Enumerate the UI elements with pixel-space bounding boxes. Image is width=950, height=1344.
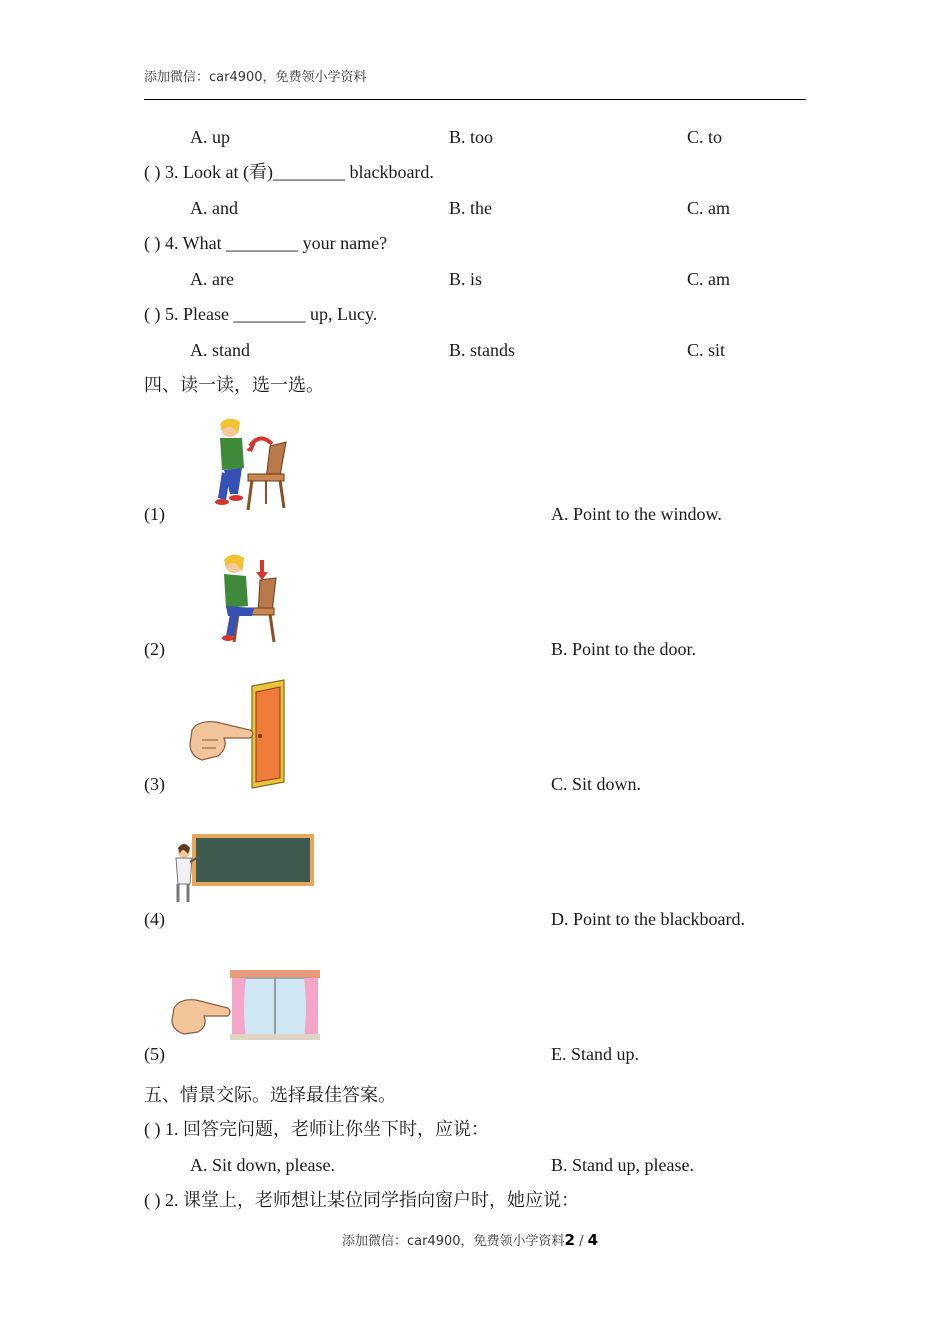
question-5: ( ) 5. Please ________ up, Lucy. (144, 304, 378, 324)
page-total: 4 (587, 1231, 599, 1249)
page-separator: / (574, 1234, 588, 1249)
option-a: A. Sit down, please. (190, 1155, 335, 1175)
scenario-question-2: ( ) 2. 课堂上，老师想让某位同学指向窗户时，她应说： (144, 1190, 579, 1210)
item-2-number: (2) (144, 639, 165, 659)
option-c: C. sit (687, 340, 726, 360)
girl-sitting-down-icon (214, 550, 282, 646)
option-b: B. the (449, 198, 492, 218)
section-4-title: 四、读一读，选一选。 (144, 375, 324, 395)
option-c: C. to (687, 127, 723, 147)
option-c-text: C. Sit down. (551, 774, 642, 794)
option-a: A. are (190, 269, 234, 289)
page-number: 2 (564, 1231, 575, 1249)
section-5-title: 五、情景交际。选择最佳答案。 (144, 1085, 396, 1105)
teacher-blackboard-icon (168, 832, 316, 904)
option-b: B. Stand up, please. (551, 1155, 694, 1175)
option-c: C. am (687, 198, 730, 218)
option-b: B. stands (449, 340, 516, 360)
footer-text: 添加微信：car4900，免费领小学资料 (342, 1234, 565, 1249)
question-4: ( ) 4. What ________ your name? (144, 233, 388, 253)
option-a: A. up (190, 127, 230, 147)
option-c: C. am (687, 269, 730, 289)
option-b: B. too (449, 127, 494, 147)
item-1-number: (1) (144, 504, 165, 524)
header-divider (144, 99, 806, 100)
option-b: B. is (449, 269, 483, 289)
item-5-number: (5) (144, 1044, 165, 1064)
option-a-text: A. Point to the window. (551, 504, 722, 524)
page-header: 添加微信：car4900，免费领小学资料 (144, 70, 367, 85)
option-e-text: E. Stand up. (551, 1044, 639, 1064)
option-a: A. and (190, 198, 238, 218)
hand-pointing-door-icon (188, 678, 290, 790)
option-a: A. stand (190, 340, 250, 360)
page-footer (342, 1230, 598, 1249)
option-b-text: B. Point to the door. (551, 639, 697, 659)
item-3-number: (3) (144, 774, 165, 794)
girl-standing-up-icon (208, 414, 292, 512)
question-3: ( ) 3. Look at (看)________ blackboard. (144, 162, 434, 182)
item-4-number: (4) (144, 909, 165, 929)
hand-pointing-window-icon (170, 968, 322, 1042)
option-d-text: D. Point to the blackboard. (551, 909, 745, 929)
scenario-question-1: ( ) 1. 回答完问题，老师让你坐下时，应说： (144, 1119, 489, 1139)
